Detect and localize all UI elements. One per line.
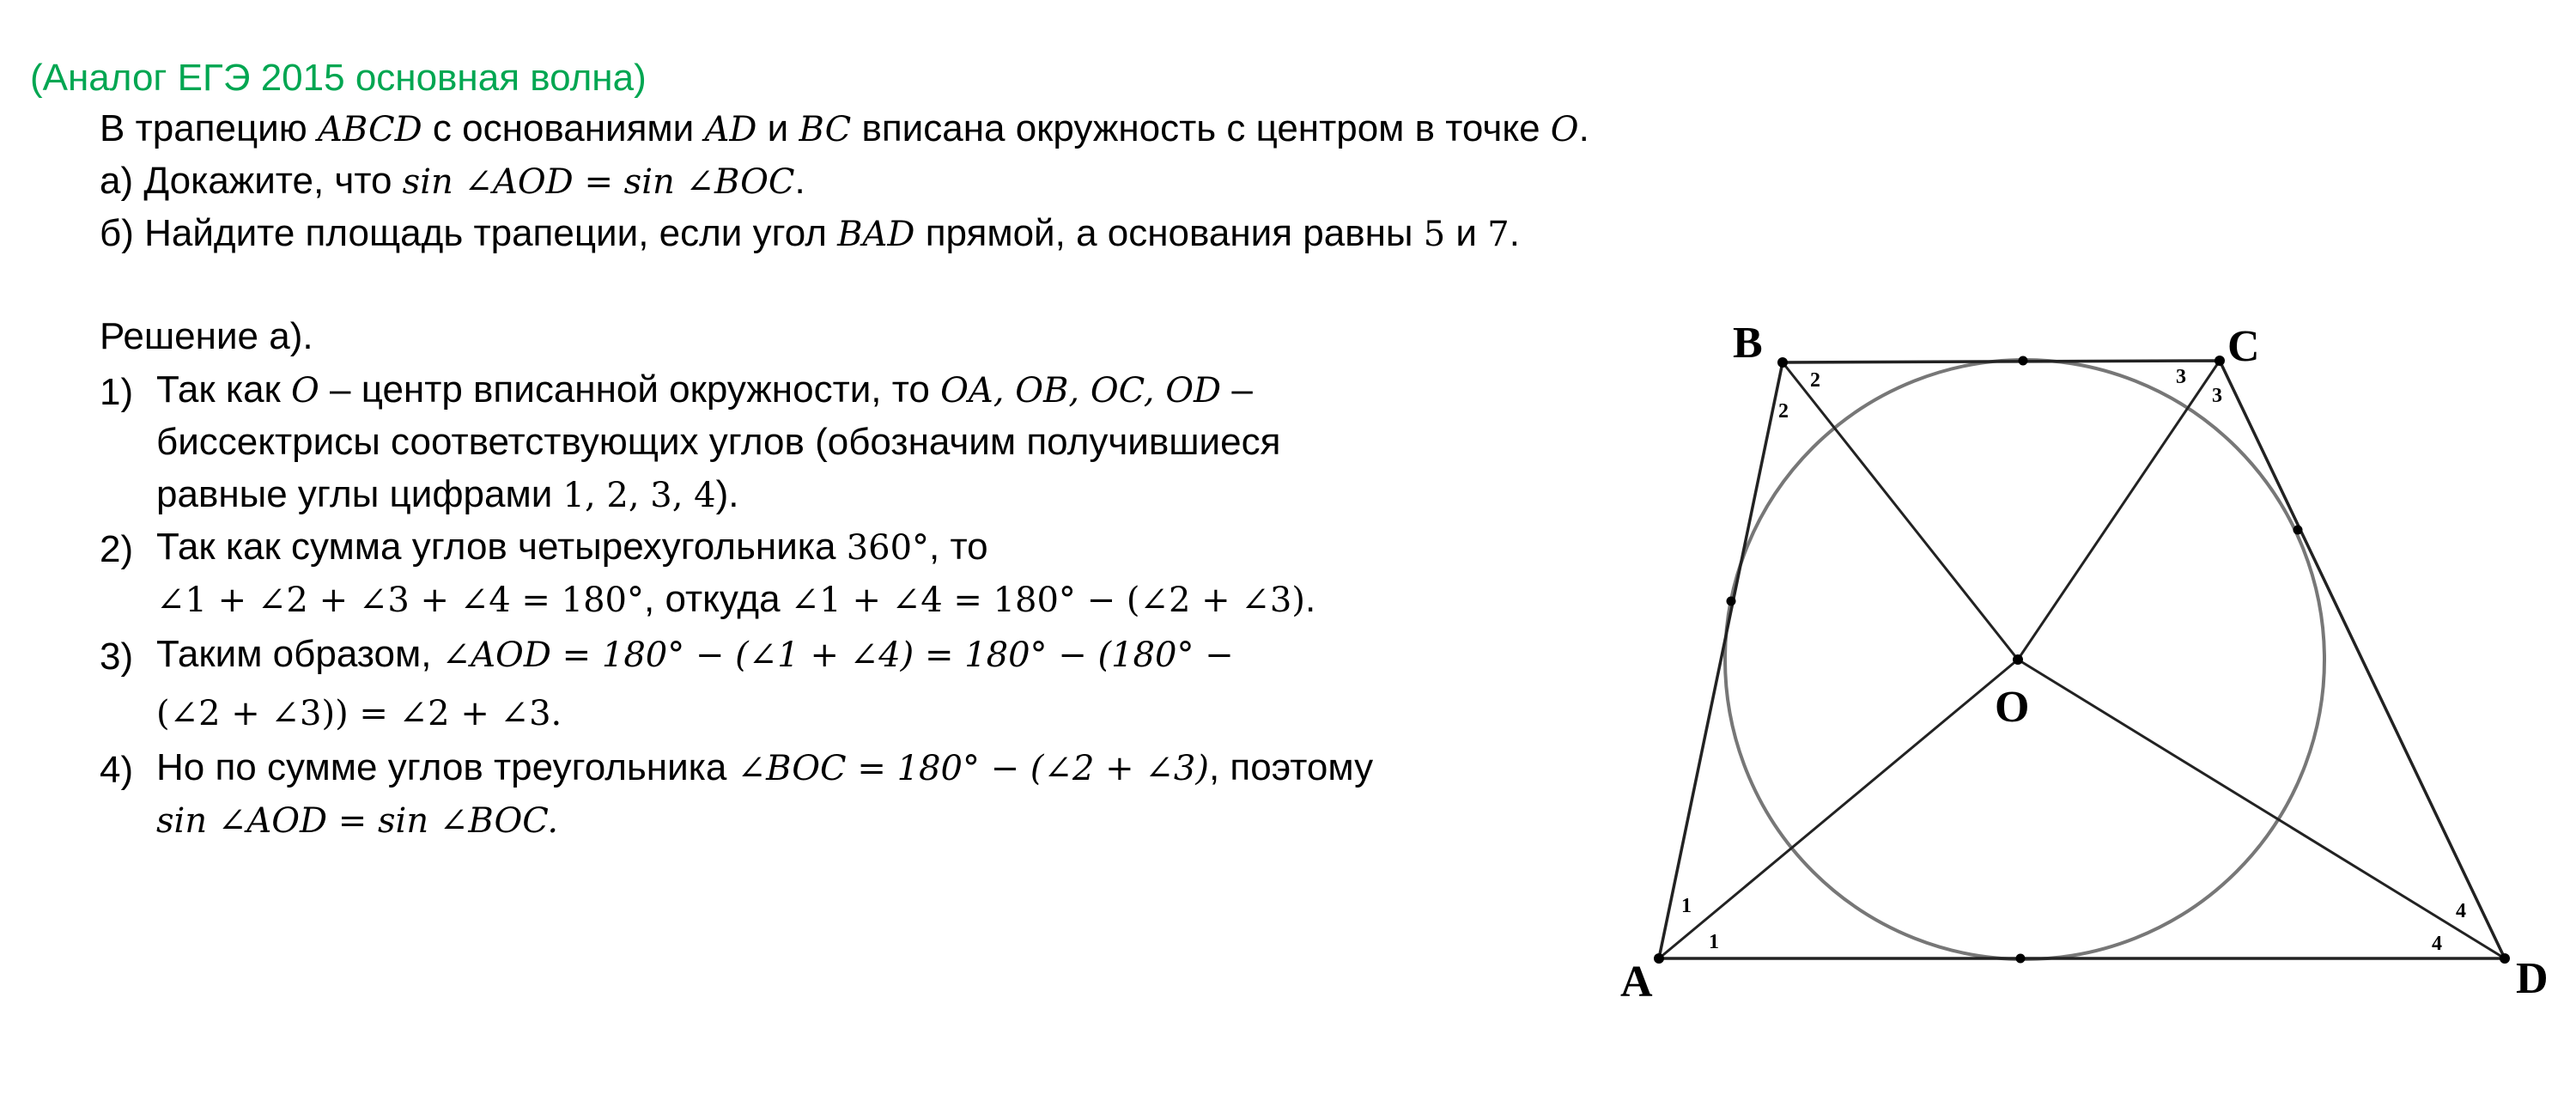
text: а) Докажите, что — [100, 160, 403, 202]
math-angle-sum: ∠1 + ∠2 + ∠3 + ∠4 = 180° — [156, 581, 644, 620]
angle-mark-4: 4 — [2456, 900, 2466, 922]
tangent-point-cd — [2293, 526, 2303, 535]
math-360: 360° — [846, 528, 930, 568]
math-boc: ∠BOC = 180° − (∠2 + ∠3) — [737, 749, 1209, 788]
angle-mark-2: 2 — [1778, 400, 1789, 423]
math-abcd: ABCD — [317, 110, 422, 149]
step-number: 4) — [100, 749, 134, 791]
math-ad: AD — [704, 110, 757, 149]
text: и — [1445, 212, 1488, 254]
trapezoid-abcd — [1659, 361, 2505, 958]
segment-oc — [2018, 361, 2220, 660]
step-number: 1) — [100, 371, 134, 413]
math-7: 7 — [1487, 215, 1510, 254]
point-b — [1777, 357, 1788, 368]
math-o: O — [1550, 110, 1579, 149]
math-conclusion: sin ∠AOD = sin ∠BOC. — [156, 801, 559, 841]
text: б) Найдите площадь трапеции, если угол — [100, 212, 838, 254]
label-o: O — [1995, 683, 2030, 732]
label-a: A — [1620, 958, 1653, 1007]
tangent-point-ab — [1727, 597, 1736, 606]
header-title: (Аналог ЕГЭ 2015 основная волна) — [30, 57, 647, 99]
label-b: B — [1733, 319, 1763, 368]
math-o: O — [291, 371, 319, 411]
label-d: D — [2516, 954, 2549, 1003]
math-bc: BC — [799, 110, 852, 149]
angle-mark-2: 2 — [1810, 369, 1820, 392]
angle-mark-3: 3 — [2212, 385, 2222, 407]
math-bad: BAD — [837, 215, 915, 254]
segment-od — [2018, 660, 2505, 958]
point-a — [1654, 953, 1664, 964]
angle-mark-4: 4 — [2432, 933, 2442, 955]
text: Таким образом, — [156, 633, 442, 675]
math-sin-eq: sin ∠AOD = sin ∠BOC — [402, 162, 795, 202]
step-number: 3) — [100, 636, 134, 678]
text: Так как сумма углов четырехугольника — [156, 526, 847, 568]
point-o — [2013, 654, 2023, 665]
step-1-line-2: биссектрисы соответствующих углов (обозначим получившиеся — [156, 421, 1281, 463]
point-c — [2215, 356, 2225, 366]
math-5: 5 — [1423, 215, 1446, 254]
text: . — [1304, 578, 1316, 620]
segment-ob — [1783, 362, 2018, 660]
math-bisectors: OA, OB, OC, OD — [940, 371, 1222, 411]
text: прямой, а основания равны — [914, 212, 1424, 254]
text: , то — [929, 526, 988, 568]
math-digits: 1, 2, 3, 4 — [562, 476, 716, 515]
text: Но по сумме углов треугольника — [156, 746, 738, 788]
angle-mark-1: 1 — [1681, 895, 1692, 917]
text: ). — [715, 473, 739, 515]
text: и — [756, 107, 799, 149]
text: равные углы цифрами — [156, 473, 563, 515]
tangent-point-ad — [2016, 954, 2026, 964]
point-d — [2500, 953, 2510, 964]
math-aod: ∠AOD = 180° − (∠1 + ∠4) = 180° − (180° − — [441, 636, 1234, 675]
text: , откуда — [644, 578, 791, 620]
text: . — [1578, 107, 1589, 149]
solution-title: Решение а). — [100, 315, 313, 357]
angle-mark-1: 1 — [1709, 931, 1719, 953]
text: . — [794, 160, 805, 202]
math-angle-relation: ∠1 + ∠4 = 180° − (∠2 + ∠3) — [790, 581, 1305, 620]
math-result: (∠2 + ∠3)) = ∠2 + ∠3. — [156, 694, 562, 733]
tangent-point-bc — [2019, 356, 2028, 366]
text: – центр вписанной окружности, то — [319, 368, 941, 411]
text: вписана окружность с центром в точке — [851, 107, 1551, 149]
text: с основаниями — [422, 107, 705, 149]
text: В трапецию — [100, 107, 318, 149]
inscribed-circle — [1725, 360, 2324, 959]
text: . — [1509, 212, 1520, 254]
step-number: 2) — [100, 528, 134, 570]
text: Так как — [156, 368, 292, 411]
text: – — [1221, 368, 1253, 411]
label-c: C — [2227, 322, 2260, 371]
text: , поэтому — [1208, 746, 1374, 788]
angle-mark-3: 3 — [2176, 366, 2186, 388]
